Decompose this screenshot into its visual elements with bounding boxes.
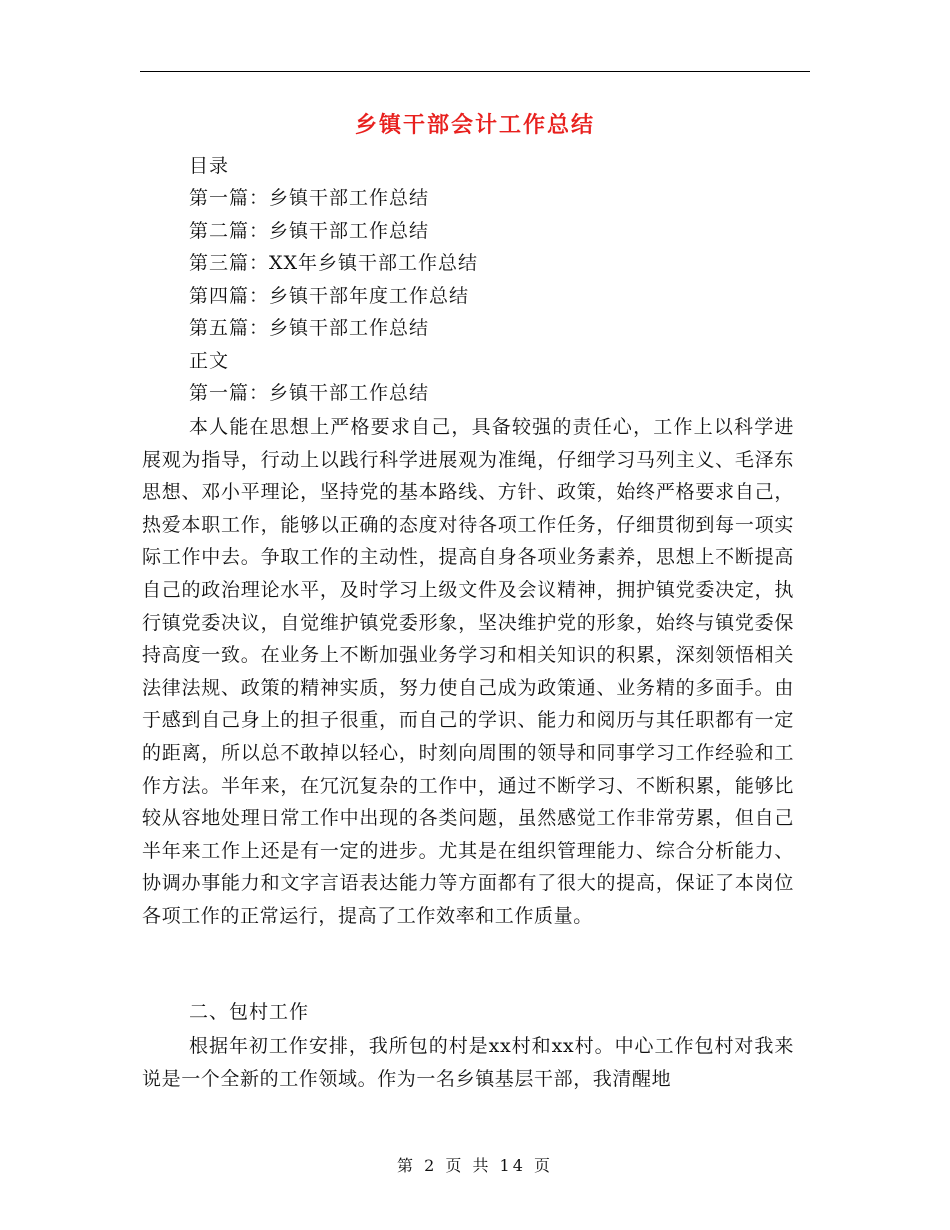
body-heading: 正文 — [189, 350, 230, 372]
article-heading: 第一篇：乡镇干部工作总结 — [189, 382, 430, 404]
toc-item: 第四篇：乡镇干部年度工作总结 — [189, 285, 470, 307]
document-title: 乡镇干部会计工作总结 — [354, 113, 595, 138]
body-paragraph: 本人能在思想上严格要求自己，具备较强的责任心，工作上以科学进展观为指导，行动上以践行科学进展观为准绳，仔细学习马列主义、毛泽东思想、邓小平理论，坚持党的基本路线、方针、政策，始终严格要求自己，热爱本职工作，能够以正确的态度对待各项工作任务，仔细贯彻到每一项实际工作中去。争取工作的主动性，提高自身各项业务素养，思想上不断提高自己的政治理论水平，及时学习上级文件及会议精神，拥护镇党委决定，执行镇党委决议，自觉维护镇党委形象，坚决维护党的形象，始终与镇党委保持高度一致。在业务上不断加强业务学习和相关知识的积累，深刻领悟相关法律法规、政策的精神实质，努力使自己成为政策通、业务精的多面手。由于感到自己身上的担子很重，而自己的学识、能力和阅历与其任职都有一定的距离，所以总不敢掉以轻心，时刻向周围的领导和同事学习工作经验和工作方法。半年来，在冗沉复杂的工作中，通过不断学习、不断积累，能够比较从容地处理日常工作中出现的各类问题，虽然感觉工作非常劳累，但自己半年来工作上还是有一定的进步。尤其是在组织管理能力、综合分析能力、协调办事能力和文字言语表达能力等方面都有了很大的提高，保证了本岗位各项工作的正常运行，提高了工作效率和工作质量。 — [142, 416, 794, 927]
toc-item: 第五篇：乡镇干部工作总结 — [189, 317, 430, 339]
page-footer: 第 2 页 共 14 页 — [397, 1156, 553, 1175]
header-rule — [140, 71, 810, 72]
toc-item: 第二篇：乡镇干部工作总结 — [189, 220, 430, 242]
section-heading: 二、包村工作 — [189, 1001, 310, 1023]
toc-heading: 目录 — [189, 155, 230, 177]
toc-item: 第一篇：乡镇干部工作总结 — [189, 187, 430, 209]
toc-item: 第三篇：XX年乡镇干部工作总结 — [189, 252, 479, 274]
body-paragraph: 根据年初工作安排，我所包的村是xx村和xx村。中心工作包村对我来说是一个全新的工作领域。作为一名乡镇基层干部，我清醒地 — [142, 1035, 794, 1090]
